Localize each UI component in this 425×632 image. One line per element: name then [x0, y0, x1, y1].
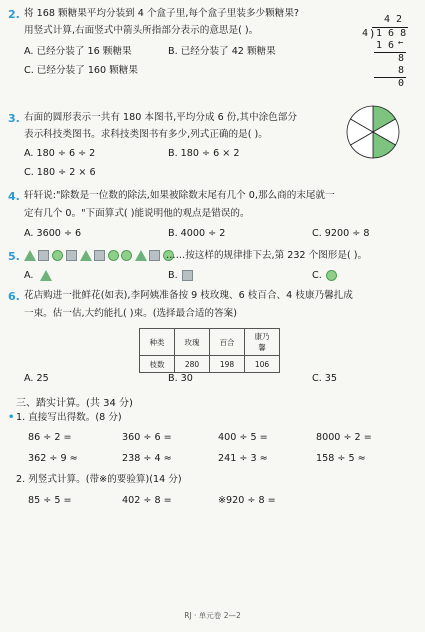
- q2-line2: 用竖式计算,右面竖式中箭头所指部分表示的意思是( )。: [24, 25, 259, 36]
- q5-option-a-triangle-icon: [40, 270, 52, 281]
- calc-item: ※920 ÷ 8 =: [218, 495, 276, 506]
- circle-icon: [108, 250, 119, 261]
- triangle-icon: [24, 250, 36, 261]
- calc-item: 158 ÷ 5 ≈: [316, 453, 366, 464]
- circle-icon: [52, 250, 63, 261]
- table-header-cell: 康乃馨: [245, 329, 280, 356]
- division-remainder: 0: [398, 78, 405, 89]
- table-header-cell: 种类: [140, 329, 175, 356]
- division-dividend: 1 6 8: [376, 28, 407, 39]
- division-bracket: ): [369, 27, 376, 40]
- square-icon: [149, 250, 160, 261]
- q4-line1: 轩轩说:"除数是一位数的除法,如果被除数末尾有几个 0,那么商的末尾就一: [24, 190, 335, 201]
- q3-line1: 右面的圆形表示一共有 180 本图书,平均分成 6 份,其中涂色部分: [24, 112, 297, 123]
- table-row-label: 枝数: [140, 356, 175, 373]
- q3-line2: 表示科技类图书。求科技类图书有多少,列式正确的是( )。: [24, 129, 268, 140]
- q4-option-c[interactable]: C. 9200 ÷ 8: [312, 228, 370, 239]
- calc-item: 360 ÷ 6 =: [122, 432, 172, 443]
- section3-title: 三、踏实计算。(共 34 分): [16, 398, 133, 409]
- pie-circle: [345, 104, 401, 160]
- calc-item: 85 ÷ 5 =: [28, 495, 72, 506]
- q2-option-b[interactable]: B. 已经分装了 42 颗糖果: [168, 46, 276, 57]
- division-step1: 1 6: [376, 40, 395, 51]
- calc-item: 86 ÷ 2 =: [28, 432, 72, 443]
- table-header-cell: 百合: [210, 329, 245, 356]
- q5-option-c-circle-icon: [326, 270, 337, 281]
- calc-item: 400 ÷ 5 =: [218, 432, 268, 443]
- q6-option-b[interactable]: B. 30: [168, 373, 193, 384]
- calc-item: 402 ÷ 8 =: [122, 495, 172, 506]
- long-division: [362, 14, 412, 94]
- square-icon: [66, 250, 77, 261]
- q5-option-a[interactable]: A.: [24, 270, 34, 281]
- q5-text: ……按这样的规律排下去,第 232 个图形是( )。: [166, 250, 368, 261]
- section3-p1-title: 1. 直接写出得数。(8 分): [16, 412, 122, 423]
- q4-number: 4.: [8, 190, 20, 203]
- division-step3: 8: [398, 65, 405, 76]
- q6-line1: 花店购进一批鲜花(如表),李阿姨准备按 9 枝玫瑰、6 枝百合、4 枝康乃馨扎成: [24, 290, 353, 301]
- q4-option-a[interactable]: A. 3600 ÷ 6: [24, 228, 82, 239]
- q2-option-a[interactable]: A. 已经分装了 16 颗糖果: [24, 46, 132, 57]
- division-quotient: 4 2: [384, 14, 403, 25]
- q4-line2: 定有几个 0。"下面算式( )能说明他的观点是错误的。: [24, 208, 250, 219]
- calc-item: 238 ÷ 4 ≈: [122, 453, 172, 464]
- calc-item: 362 ÷ 9 ≈: [28, 453, 78, 464]
- square-icon: [94, 250, 105, 261]
- table-row: [140, 356, 280, 373]
- table-cell: 280: [175, 356, 210, 373]
- q5-option-b-square-icon: [182, 270, 193, 281]
- division-divisor: 4: [362, 28, 369, 39]
- division-step2: 8: [398, 53, 405, 64]
- q6-option-a[interactable]: A. 25: [24, 373, 49, 384]
- shape-sequence: [24, 250, 164, 262]
- q6-option-c[interactable]: C. 35: [312, 373, 338, 384]
- q2-line1: 将 168 颗糖果平均分装到 4 个盒子里,每个盒子里装多少颗糖果?: [24, 8, 300, 19]
- q5-number: 5.: [8, 250, 20, 263]
- section3-p1-marker: •: [8, 412, 15, 423]
- square-icon: [38, 250, 49, 261]
- q3-option-a[interactable]: A. 180 ÷ 6 ÷ 2: [24, 148, 96, 159]
- table-row: [140, 329, 280, 356]
- table-cell: 106: [245, 356, 280, 373]
- q4-option-b[interactable]: B. 4000 ÷ 2: [168, 228, 226, 239]
- page-footer: RJ · 单元卷 2—2: [184, 611, 241, 620]
- q6-line2: 一束。估一估,大约能扎( )束。(选择最合适的答案): [24, 308, 237, 319]
- q3-option-b[interactable]: B. 180 ÷ 6 × 2: [168, 148, 240, 159]
- circle-icon: [121, 250, 132, 261]
- triangle-icon: [80, 250, 92, 261]
- q3-number: 3.: [8, 112, 20, 125]
- q2-number: 2.: [8, 8, 20, 21]
- q6-number: 6.: [8, 290, 20, 303]
- q5-option-b[interactable]: B.: [168, 270, 178, 281]
- table-cell: 198: [210, 356, 245, 373]
- calc-item: 241 ÷ 3 ≈: [218, 453, 268, 464]
- calc-item: 8000 ÷ 2 =: [316, 432, 372, 443]
- q2-option-c[interactable]: C. 已经分装了 160 颗糖果: [24, 65, 138, 76]
- table-header-cell: 玫瑰: [175, 329, 210, 356]
- triangle-icon: [135, 250, 147, 261]
- flower-table: [139, 328, 280, 373]
- arrow-icon: ←: [398, 38, 404, 48]
- section3-p2-title: 2. 列竖式计算。(带※的要验算)(14 分): [16, 474, 182, 485]
- q3-option-c[interactable]: C. 180 ÷ 2 × 6: [24, 167, 96, 178]
- q5-option-c[interactable]: C.: [312, 270, 322, 281]
